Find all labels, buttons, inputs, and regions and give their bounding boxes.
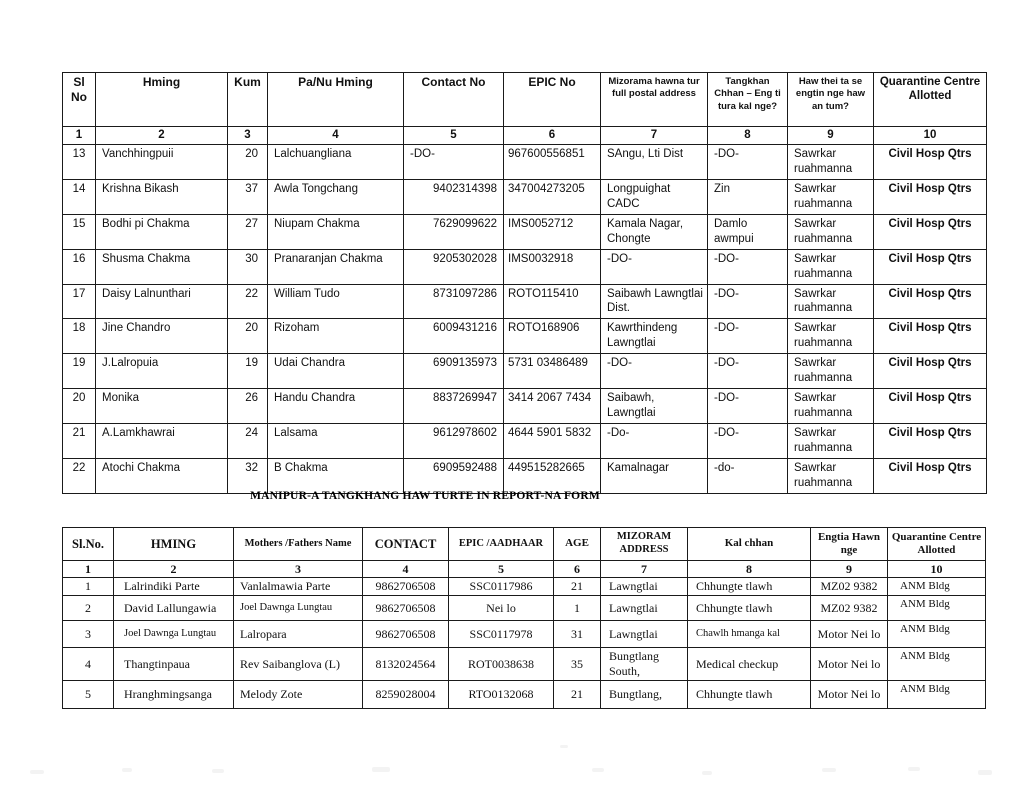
table-cell: David Lallungawia	[114, 596, 234, 621]
table-cell: Vanchhingpuii	[96, 145, 228, 180]
table-cell: Motor Nei lo	[811, 648, 888, 681]
table-cell: Bungtlang,	[601, 681, 688, 709]
table-cell: 8731097286	[404, 284, 504, 319]
table-cell: Nei lo	[449, 596, 554, 621]
table-cell: A.Lamkhawrai	[96, 424, 228, 459]
table-cell: 4644 5901 5832	[504, 424, 601, 459]
table-cell: ANM Bldg	[888, 648, 986, 681]
table-cell: 2	[63, 596, 114, 621]
table-cell: Saibawh Lawngtlai Dist.	[601, 284, 708, 319]
column-number: 6	[504, 127, 601, 145]
table-cell: Chhungte tlawh	[688, 596, 811, 621]
table-body	[63, 578, 986, 709]
column-header: EPIC No	[504, 73, 601, 127]
column-number: 4	[363, 561, 449, 578]
table-cell: 5	[63, 681, 114, 709]
table-cell: Civil Hosp Qtrs	[874, 319, 987, 354]
table-cell: -Do-	[601, 424, 708, 459]
table-cell: Sawrkar ruahmanna	[788, 145, 874, 180]
table-row	[63, 145, 987, 180]
table-row	[63, 424, 987, 459]
column-number: 5	[449, 561, 554, 578]
table-cell: -DO-	[601, 249, 708, 284]
column-number: 3	[234, 561, 363, 578]
table-cell: RTO0132068	[449, 681, 554, 709]
table-cell: Lalropara	[234, 621, 363, 648]
table-cell: Niupam Chakma	[268, 214, 404, 249]
column-number: 7	[601, 561, 688, 578]
scan-artifact	[822, 768, 836, 772]
header-row	[63, 73, 987, 127]
table-cell: Motor Nei lo	[811, 681, 888, 709]
table-cell: Thangtinpaua	[114, 648, 234, 681]
column-header: HMING	[114, 528, 234, 561]
table-cell: 22	[228, 284, 268, 319]
table-cell: 3	[63, 621, 114, 648]
table-cell: Joel Dawnga Lungtau	[114, 621, 234, 648]
table-cell: Kawrthindeng Lawngtlai	[601, 319, 708, 354]
scan-artifact	[122, 768, 132, 772]
table-cell: SAngu, Lti Dist	[601, 145, 708, 180]
scan-artifact	[702, 771, 712, 775]
table-cell: Joel Dawnga Lungtau	[234, 596, 363, 621]
table-cell: ANM Bldg	[888, 596, 986, 621]
table-cell: 31	[554, 621, 601, 648]
table-cell: Awla Tongchang	[268, 179, 404, 214]
table-cell: 5731 03486489	[504, 354, 601, 389]
table-cell: 6009431216	[404, 319, 504, 354]
table-header	[63, 528, 986, 578]
table-cell: 9862706508	[363, 621, 449, 648]
column-number: 9	[788, 127, 874, 145]
table-row	[63, 319, 987, 354]
mizoram-quarantine-table	[62, 72, 987, 494]
column-number: 8	[708, 127, 788, 145]
table-row	[63, 354, 987, 389]
table-row	[63, 249, 987, 284]
scan-artifact	[560, 745, 568, 748]
table-cell: Bodhi pi Chakma	[96, 214, 228, 249]
table-cell: 32	[228, 458, 268, 493]
table-cell: Vanlalmawia Parte	[234, 578, 363, 596]
table-cell: 21	[554, 578, 601, 596]
table-cell: Chhungte tlawh	[688, 681, 811, 709]
table-cell: Shusma Chakma	[96, 249, 228, 284]
column-header: AGE	[554, 528, 601, 561]
table-cell: Civil Hosp Qtrs	[874, 354, 987, 389]
scan-artifact	[30, 770, 44, 774]
table-cell: Kamalnagar	[601, 458, 708, 493]
table-cell: ROTO115410	[504, 284, 601, 319]
table-cell: 13	[63, 145, 96, 180]
column-header: MIZORAM ADDRESS	[601, 528, 688, 561]
table-cell: Jine Chandro	[96, 319, 228, 354]
table-cell: 27	[228, 214, 268, 249]
table-cell: 9612978602	[404, 424, 504, 459]
header-row	[63, 528, 986, 561]
table-cell: 21	[554, 681, 601, 709]
table-cell: Longpuighat CADC	[601, 179, 708, 214]
table-cell: Hranghmingsanga	[114, 681, 234, 709]
table-cell: -DO-	[708, 389, 788, 424]
table-cell: Damlo awmpui	[708, 214, 788, 249]
table-cell: 6909592488	[404, 458, 504, 493]
column-number: 5	[404, 127, 504, 145]
table-cell: 8259028004	[363, 681, 449, 709]
table-cell: 7629099622	[404, 214, 504, 249]
table-cell: IMS0032918	[504, 249, 601, 284]
table-cell: 37	[228, 179, 268, 214]
column-number: 4	[268, 127, 404, 145]
table-cell: 9862706508	[363, 578, 449, 596]
table-cell: Civil Hosp Qtrs	[874, 214, 987, 249]
column-header: Quarantine Centre Allotted	[874, 73, 987, 127]
table-cell: Sawrkar ruahmanna	[788, 319, 874, 354]
section-title: MANIPUR-A TANGKHANG HAW TURTE IN REPORT-NA FORM	[250, 490, 600, 502]
table-cell: Kamala Nagar, Chongte	[601, 214, 708, 249]
table-body	[63, 145, 987, 494]
manipur-report-table	[62, 527, 986, 709]
column-number: 6	[554, 561, 601, 578]
table-cell: Sawrkar ruahmanna	[788, 458, 874, 493]
table-cell: -DO-	[708, 249, 788, 284]
column-number: 3	[228, 127, 268, 145]
table-cell: B Chakma	[268, 458, 404, 493]
table-cell: Monika	[96, 389, 228, 424]
scan-artifact	[372, 767, 390, 772]
table-cell: 30	[228, 249, 268, 284]
table-cell: 16	[63, 249, 96, 284]
table-cell: 9402314398	[404, 179, 504, 214]
table-cell: Zin	[708, 179, 788, 214]
table-cell: Civil Hosp Qtrs	[874, 284, 987, 319]
table-cell: 8837269947	[404, 389, 504, 424]
table-cell: 20	[63, 389, 96, 424]
table-cell: William Tudo	[268, 284, 404, 319]
table-cell: Saibawh, Lawngtlai	[601, 389, 708, 424]
table-cell: Lawngtlai	[601, 621, 688, 648]
table-cell: 21	[63, 424, 96, 459]
table-cell: Lawngtlai	[601, 596, 688, 621]
table-row	[63, 578, 986, 596]
table-row	[63, 214, 987, 249]
column-header: Tangkhan Chhan – Eng ti tura kal nge?	[708, 73, 788, 127]
table-cell: Sawrkar ruahmanna	[788, 389, 874, 424]
table-cell: 347004273205	[504, 179, 601, 214]
column-number: 8	[688, 561, 811, 578]
column-header: Sl.No.	[63, 528, 114, 561]
table-cell: Chhungte tlawh	[688, 578, 811, 596]
table-cell: ROT0038638	[449, 648, 554, 681]
table-cell: 24	[228, 424, 268, 459]
table-cell: MZ02 9382	[811, 596, 888, 621]
table-cell: Civil Hosp Qtrs	[874, 458, 987, 493]
column-header: Hming	[96, 73, 228, 127]
table-cell: MZ02 9382	[811, 578, 888, 596]
column-number: 1	[63, 561, 114, 578]
table-cell: 26	[228, 389, 268, 424]
table-cell: 20	[228, 319, 268, 354]
table-cell: Chawlh hmanga kal	[688, 621, 811, 648]
table-cell: 19	[228, 354, 268, 389]
table-cell: 15	[63, 214, 96, 249]
table-cell: -DO-	[708, 284, 788, 319]
table-row	[63, 458, 987, 493]
table-cell: -do-	[708, 458, 788, 493]
table-cell: Sawrkar ruahmanna	[788, 179, 874, 214]
column-number-row	[63, 561, 986, 578]
column-header: Engtia Hawn nge	[811, 528, 888, 561]
table-cell: Krishna Bikash	[96, 179, 228, 214]
table-cell: 8132024564	[363, 648, 449, 681]
table-row	[63, 681, 986, 709]
table-cell: -DO-	[601, 354, 708, 389]
column-header: Pa/Nu Hming	[268, 73, 404, 127]
scan-artifact	[212, 769, 224, 773]
table-cell: ANM Bldg	[888, 681, 986, 709]
table-cell: 967600556851	[504, 145, 601, 180]
table-cell: Civil Hosp Qtrs	[874, 249, 987, 284]
column-header: Mizorama hawna tur full postal address	[601, 73, 708, 127]
table-cell: 1	[63, 578, 114, 596]
table-cell: -DO-	[708, 424, 788, 459]
column-header: Haw thei ta se engtin nge haw an tum?	[788, 73, 874, 127]
table-cell: Lawngtlai	[601, 578, 688, 596]
table-cell: Rizoham	[268, 319, 404, 354]
table-cell: 17	[63, 284, 96, 319]
column-header: Quarantine Centre Allotted	[888, 528, 986, 561]
table-cell: ROTO168906	[504, 319, 601, 354]
table-cell: Sawrkar ruahmanna	[788, 214, 874, 249]
table-cell: Bungtlang South,	[601, 648, 688, 681]
column-header: Kal chhan	[688, 528, 811, 561]
table-cell: 449515282665	[504, 458, 601, 493]
column-header: Contact No	[404, 73, 504, 127]
column-number: 9	[811, 561, 888, 578]
table-cell: Lalchuangliana	[268, 145, 404, 180]
table-cell: 6909135973	[404, 354, 504, 389]
column-number: 2	[96, 127, 228, 145]
column-header: Sl No	[63, 73, 96, 127]
table-cell: -DO-	[708, 145, 788, 180]
scan-artifact	[908, 767, 920, 771]
table-cell: Sawrkar ruahmanna	[788, 249, 874, 284]
table-cell: Udai Chandra	[268, 354, 404, 389]
table-cell: -DO-	[708, 354, 788, 389]
column-number: 1	[63, 127, 96, 145]
table-cell: 14	[63, 179, 96, 214]
table-row	[63, 284, 987, 319]
table-cell: ANM Bldg	[888, 578, 986, 596]
table-cell: 9205302028	[404, 249, 504, 284]
table-cell: 9862706508	[363, 596, 449, 621]
table-cell: ANM Bldg	[888, 621, 986, 648]
table-cell: 4	[63, 648, 114, 681]
table-cell: 35	[554, 648, 601, 681]
table-cell: SSC0117978	[449, 621, 554, 648]
table-cell: Motor Nei lo	[811, 621, 888, 648]
table-cell: Melody Zote	[234, 681, 363, 709]
table-row	[63, 648, 986, 681]
table-cell: 18	[63, 319, 96, 354]
table-cell: SSC0117986	[449, 578, 554, 596]
table-cell: Civil Hosp Qtrs	[874, 424, 987, 459]
table-row	[63, 596, 986, 621]
table-cell: Sawrkar ruahmanna	[788, 354, 874, 389]
column-number: 2	[114, 561, 234, 578]
column-header: CONTACT	[363, 528, 449, 561]
table-cell: Handu Chandra	[268, 389, 404, 424]
table-cell: Civil Hosp Qtrs	[874, 389, 987, 424]
table-cell: -DO-	[404, 145, 504, 180]
table-cell: -DO-	[708, 319, 788, 354]
table-cell: Pranaranjan Chakma	[268, 249, 404, 284]
table-cell: Lalsama	[268, 424, 404, 459]
table-cell: J.Lalropuia	[96, 354, 228, 389]
table-cell: 1	[554, 596, 601, 621]
table-cell: Atochi Chakma	[96, 458, 228, 493]
table-row	[63, 179, 987, 214]
table-row	[63, 621, 986, 648]
table-cell: 20	[228, 145, 268, 180]
table-cell: Sawrkar ruahmanna	[788, 284, 874, 319]
table-cell: 19	[63, 354, 96, 389]
table-cell: Civil Hosp Qtrs	[874, 145, 987, 180]
table-cell: Daisy Lalnunthari	[96, 284, 228, 319]
table-cell: Medical checkup	[688, 648, 811, 681]
column-number-row	[63, 127, 987, 145]
table-cell: Civil Hosp Qtrs	[874, 179, 987, 214]
column-header: EPIC /AADHAAR	[449, 528, 554, 561]
table-cell: Rev Saibanglova (L)	[234, 648, 363, 681]
table-cell: IMS0052712	[504, 214, 601, 249]
table-cell: Lalrindiki Parte	[114, 578, 234, 596]
column-header: Kum	[228, 73, 268, 127]
table-cell: 22	[63, 458, 96, 493]
column-header: Mothers /Fathers Name	[234, 528, 363, 561]
scan-artifact	[592, 768, 604, 772]
table-row	[63, 389, 987, 424]
table-cell: Sawrkar ruahmanna	[788, 424, 874, 459]
column-number: 10	[874, 127, 987, 145]
table-header	[63, 73, 987, 145]
column-number: 10	[888, 561, 986, 578]
column-number: 7	[601, 127, 708, 145]
scan-artifact	[978, 770, 992, 775]
table-cell: 3414 2067 7434	[504, 389, 601, 424]
